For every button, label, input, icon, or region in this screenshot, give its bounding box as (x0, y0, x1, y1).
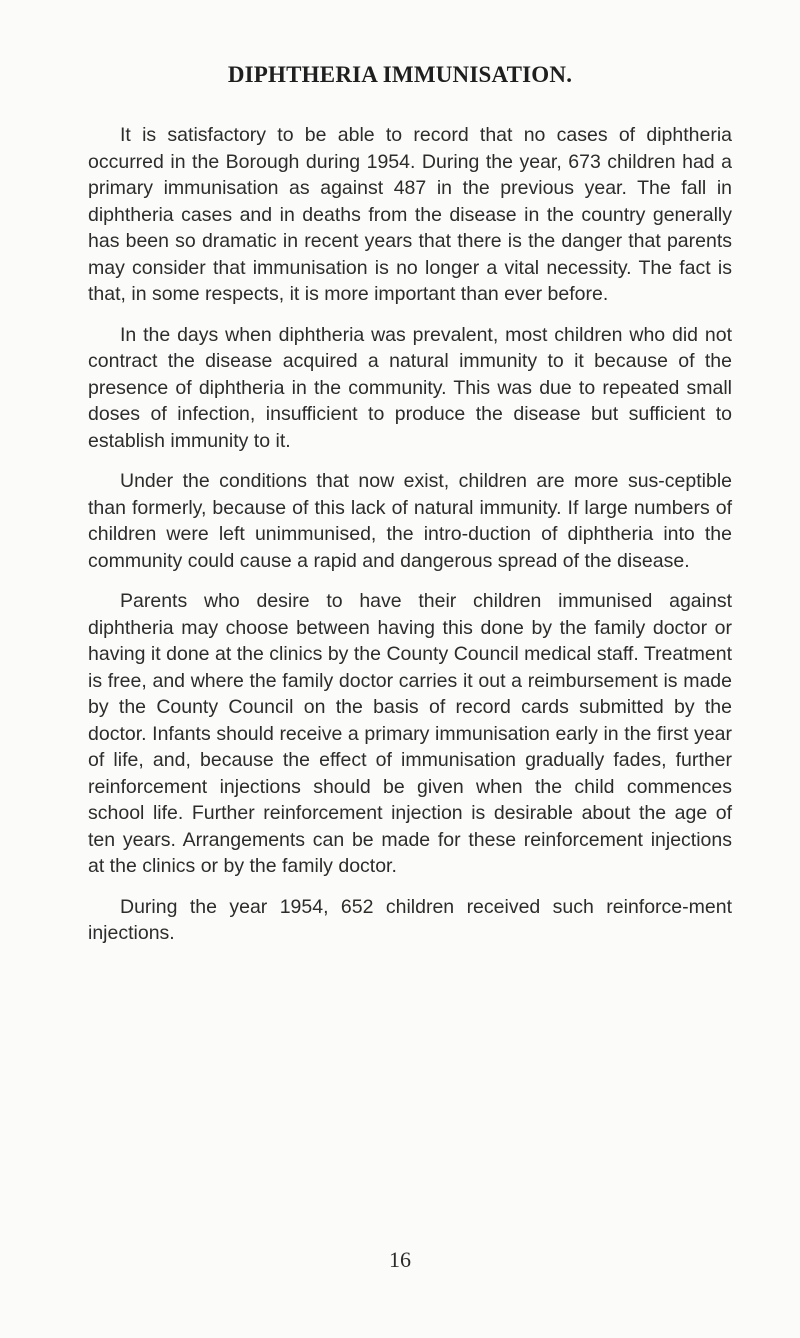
page-title: DIPHTHERIA IMMUNISATION. (227, 62, 573, 87)
paragraph-4: Parents who desire to have their children immunised against diphtheria may choose between having this done by the family doctor or having it done at the clinics by the County Council medical staff. Treatment is free, and where the family doctor carries it out a reimbursement is made by the County Council on the basis of record cards submitted by the doctor. Infants should receive a primary immunisation early in the first year of life, and, because the effect of immunisation gradually fades, further reinforcement injections should be given when the child commences school life. Further reinforcement injection is desirable about the age of ten years. Arrangements can be made for these reinforcement injections at the clinics or by the family doctor. (88, 590, 732, 877)
paragraph-3: Under the conditions that now exist, children are more sus-ceptible than formerly, because of this lack of natural immunity. If large numbers of children were left unimmunised, the intro-duction of diphtheria into the community could cause a rapid and dangerous spread of the disease. (88, 470, 732, 572)
paragraph-5: During the year 1954, 652 children received such reinforce-ment injections. (88, 895, 732, 944)
body-text (88, 122, 732, 961)
paragraph-1: It is satisfactory to be able to record that no cases of diphtheria occurred in the Borough during 1954. During the year, 673 children had a primary immunisation as against 487 in the previous year. The fall in diphtheria cases and in deaths from the disease in the country generally has been so dramatic in recent years that there is the danger that parents may consider that immunisation is no longer a vital necessity. The fact is that, in some respects, it is more important than ever before. (88, 124, 732, 305)
page-number: 16 (389, 1247, 411, 1272)
paragraph-2: In the days when diphtheria was prevalent, most children who did not contract the disease acquired a natural immunity to it because of the presence of diphtheria in the community. This was due to repeated small doses of infection, insufficient to produce the disease but sufficient to establish immunity to it. (88, 323, 732, 452)
